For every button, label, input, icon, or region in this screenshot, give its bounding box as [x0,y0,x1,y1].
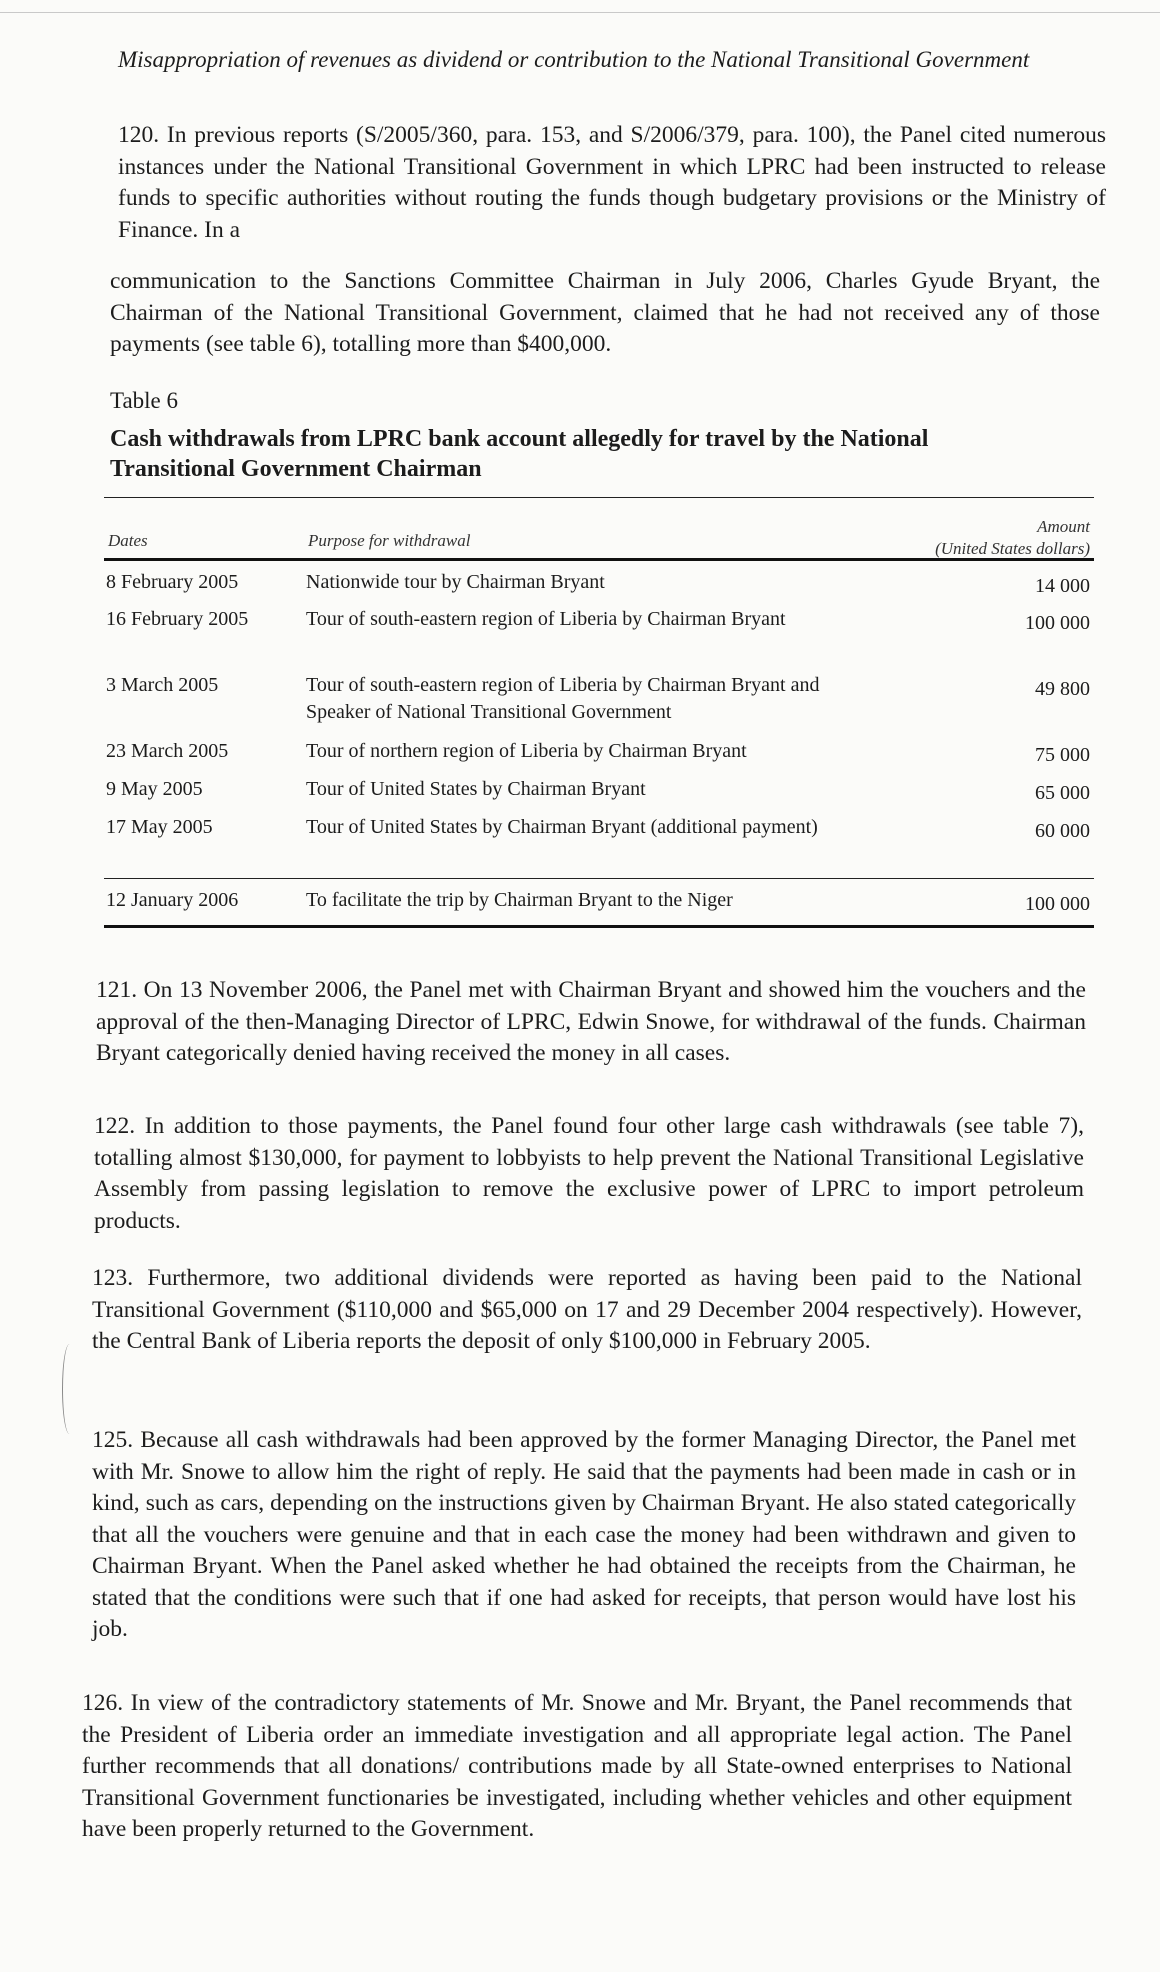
row-amount: 49 800 [1035,678,1090,700]
row-amount: 14 000 [1035,575,1090,597]
header-amount [935,516,1090,560]
table-bottom-rule [104,925,1094,928]
table-row [104,738,1094,776]
row-amount: 60 000 [1035,820,1090,842]
header-amount-unit: (United States dollars) [935,539,1090,558]
row-purpose: Tour of United States by Chairman Bryant (additional payment) [306,816,818,838]
header-purpose: Purpose for withdrawal [308,531,471,550]
table-row [104,887,1094,921]
row-date: 17 May 2005 [106,816,213,838]
table-title: Cash withdrawals from LPRC bank account allegedly for travel by the National Transitional Government Chairman [110,426,929,482]
paragraph-121: 121. On 13 November 2006, the Panel met with Chairman Bryant and showed him the vouchers and the approval of the then-Managing Director of LPRC, Edwin Snowe, for withdrawal of the funds. Chairman Bryant categorically denied having received the money in all cases. [96,977,1086,1066]
row-date: 12 January 2006 [106,889,239,911]
table-row [104,606,1094,672]
paragraph-125: 125. Because all cash withdrawals had been approved by the former Managing Director, the Panel met with Mr. Snowe to allow him the right of reply. He said that the payments had been made in cash or in kind, such as cars, depending on the instructions given by Chairman Bryant. He also stated categorically that all the vouchers were genuine and that in each case the money had been withdrawn and given to Chairman Bryant. When the Panel asked whether he had obtained the receipts from the Chairman, he stated that the conditions were such that if one had asked for receipts, that person would have lost his job. [92,1427,1076,1642]
row-purpose: Tour of northern region of Liberia by Chairman Bryant [306,740,747,762]
table-row [104,672,1094,738]
table-row [104,776,1094,814]
paragraph-123: 123. Furthermore, two additional dividends were reported as having been paid to the National Transitional Government ($110,000 and $65,000 on 17 and 29 December 2004 respectively). However, the Central Bank of Liberia reports the deposit of only $100,000 in February 2005. [92,1265,1082,1354]
row-purpose: Nationwide tour by Chairman Bryant [306,571,605,593]
row-amount: 100 000 [1025,612,1090,634]
row-date: 3 March 2005 [106,674,219,696]
table-header [104,498,1094,558]
row-purpose: Tour of south-eastern region of Liberia by Chairman Bryant and Speaker of National Transitional Government [306,674,820,723]
row-date: 23 March 2005 [106,740,229,762]
scan-edge-line [0,12,1160,13]
withdrawals-table [104,497,1094,928]
table-body [104,561,1094,925]
table-row [104,814,1094,878]
handwritten-margin-bracket [62,1344,77,1434]
paragraph-122: 122. In addition to those payments, the Panel found four other large cash withdrawals (see table 7), totalling almost $130,000, for payment to lobbyists to help prevent the National Transitional Legislative Assembly from passing legislation to remove the exclusive power of LPRC to import petroleum products. [94,1113,1084,1234]
row-separator-rule [104,878,1094,879]
header-dates: Dates [108,531,148,550]
paragraph-120-part2: communication to the Sanctions Committee Chairman in July 2006, Charles Gyude Bryant, the Chairman of the National Transitional Government, claimed that he had not received any of those payments (see table 6), totalling more than $400,000. [110,268,1100,357]
row-purpose: Tour of United States by Chairman Bryant [306,778,646,800]
header-amount-label: Amount [1037,517,1090,536]
row-purpose: Tour of south-eastern region of Liberia by Chairman Bryant [306,608,786,630]
paragraph-120-part1: 120. In previous reports (S/2005/360, para. 153, and S/2006/379, para. 100), the Panel cited numerous instances under the National Transitional Government in which LPRC had been instructed to release funds to specific authorities without routing the funds though budgetary provisions or the Ministry of Finance. In a [118,122,1106,243]
row-amount: 75 000 [1035,744,1090,766]
paragraph-126: 126. In view of the contradictory statements of Mr. Snowe and Mr. Bryant, the Panel recommends that the President of Liberia order an immediate investigation and all appropriate legal action. The Panel further recommends that all donations/ contributions made by all State-owned enterprises to National Transitional Government functionaries be investigated, including whether vehicles and other equipment have been properly returned to the Government. [82,1690,1072,1842]
section-subheading: Misappropriation of revenues as dividend or contribution to the National Transitional Government [118,47,1030,72]
row-amount: 100 000 [1025,893,1090,915]
table-number: Table 6 [110,388,179,413]
row-date: 8 February 2005 [106,571,239,593]
row-date: 16 February 2005 [106,608,249,630]
row-amount: 65 000 [1035,782,1090,804]
table-row [104,569,1094,606]
row-date: 9 May 2005 [106,778,203,800]
row-purpose: To facilitate the trip by Chairman Bryant to the Niger [306,889,733,911]
table-caption [110,386,1030,484]
